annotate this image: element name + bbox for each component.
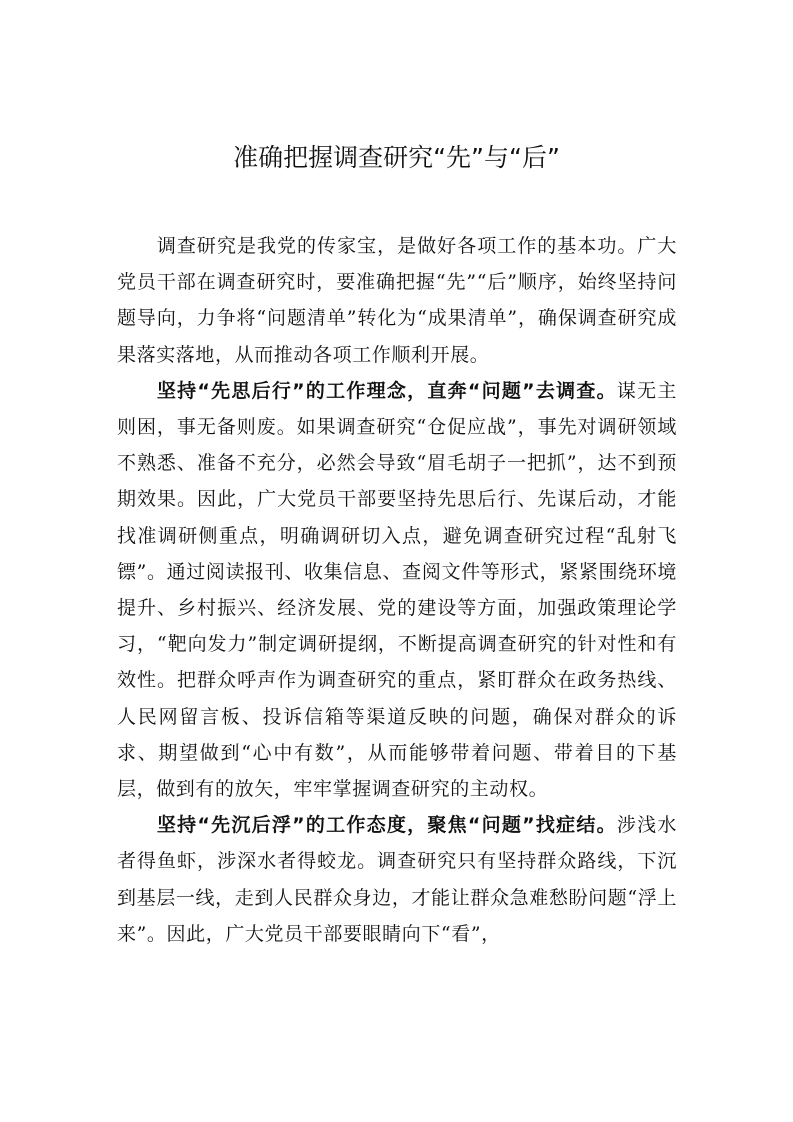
document-body [117,228,677,952]
paragraph-section-1 [117,373,677,807]
document-title: 准确把握调查研究“先”与“后” [233,143,560,172]
section-heading: 坚持“先沉后浮”的工作态度，聚焦“问题”找症结。 [156,814,617,837]
paragraph-intro [117,228,677,373]
paragraph-text: 调查研究是我党的传家宝，是做好各项工作的基本功。广大党员干部在调查研究时，要准确把握“先”“后”顺序，始终坚持问题导向，力争将“问题清单”转化为“成果清单”，确保调查研究成果落实落地，从而推动各项工作顺利开展。 [117,235,677,366]
paragraph-text: 谋无主则困，事无备则废。如果调查研究“仓促应战”，事先对调研领域不熟悉、准备不充分，必然会导致“眉毛胡子一把抓”，达不到预期效果。因此，广大党员干部要坚持先思后行、先谋后动，才能找准调研侧重点，明确调研切入点，避免调查研究过程“乱射飞镖”。通过阅读报刊、收集信息、查阅文件等形式，紧紧围绕环境提升、乡村振兴、经济发展、党的建设等方面，加强政策理论学习，“靶向发力”制定调研提纲，不断提高调查研究的针对性和有效性。把群众呼声作为调查研究的重点，紧盯群众在政务热线、人民网留言板、投诉信箱等渠道反映的问题，确保对群众的诉求、期望做到“心中有数”，从而能够带着问题、带着目的下基层，做到有的放矢，牢牢掌握调查研究的主动权。 [117,379,677,801]
paragraph-section-2 [117,807,677,952]
paragraph-text: 涉浅水者得鱼虾，涉深水者得蛟龙。调查研究只有坚持群众路线，下沉到基层一线，走到人民群众身边，才能让群众急难愁盼问题“浮上来”。因此，广大党员干部要眼睛向下“看”， [117,814,677,945]
section-heading: 坚持“先思后行”的工作理念，直奔“问题”去调查。 [156,379,617,402]
